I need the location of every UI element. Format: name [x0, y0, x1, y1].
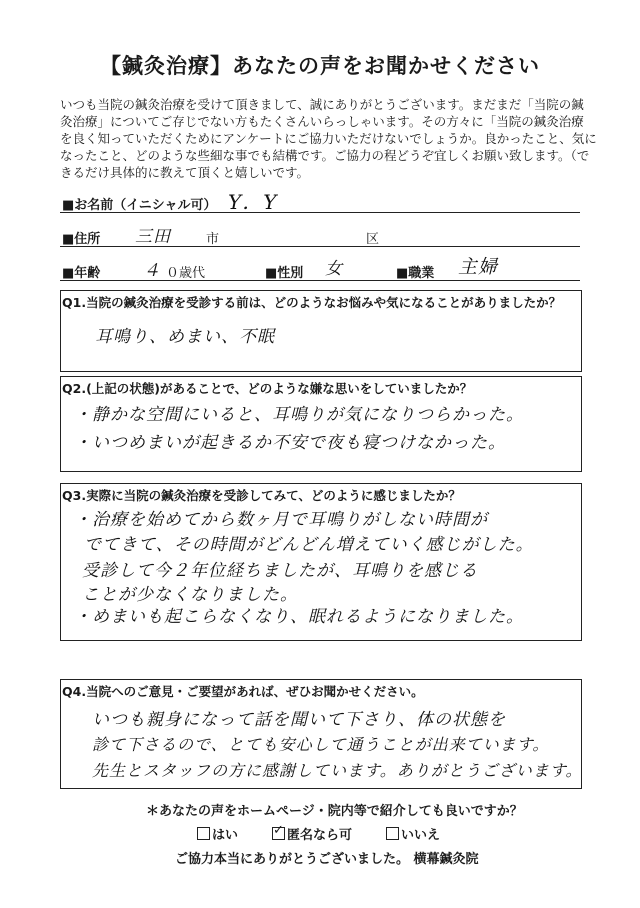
q3-answer-line: ・治療を始めてから数ヶ月で耳鳴りがしない時間が: [74, 510, 488, 530]
intro-line: いつも当院の鍼灸治療を受けて頂きまして、誠にありがとうございます。まだまだ「当院の鍼: [60, 97, 584, 112]
q2-question: Q2.(上記の状態)があることで、どのような嫌な思いをしていましたか？: [62, 381, 473, 396]
age-suffix: ０歳代: [166, 266, 206, 281]
gender-value: 女: [325, 259, 343, 279]
q1-question: Q1.当院の鍼灸治療を受診する前は、どのようなお悩みや気になることがありましたか？: [62, 295, 562, 310]
q2-answer-line: ・静かな空間にいると、耳鳴りが気になりつらかった。: [74, 405, 524, 425]
q3-answer-line: でてきて、その時間がどんどん増えていく感じがした。: [84, 535, 534, 555]
address-city-value: 三田: [135, 227, 171, 247]
page-title: 【鍼灸治療】あなたの声をお聞かせください: [100, 54, 540, 78]
q2-answer-line: ・いつめまいが起きるか不安で夜も寝つけなかった。: [74, 433, 506, 453]
address-city-suffix: 市: [206, 232, 220, 247]
checkbox-anonymous-checked[interactable]: [272, 827, 285, 840]
age-row-underline: [60, 280, 580, 281]
q3-answer-line: ことが少なくなりました。: [82, 585, 298, 605]
consent-option-anonymous[interactable]: [272, 824, 352, 843]
age-value: ４: [143, 261, 161, 281]
q3-question: Q3.実際に当院の鍼灸治療を受診してみて、どのように感じましたか？: [62, 488, 461, 503]
address-label: ■住所: [62, 232, 101, 247]
job-value: 主婦: [458, 256, 499, 278]
name-label: ■お名前（イニシャル可）: [62, 198, 217, 213]
job-label: ■職業: [396, 266, 435, 281]
address-underline: [60, 246, 580, 247]
name-underline: [60, 212, 580, 213]
q4-answer-line: 先生とスタッフの方に感謝しています。ありがとうございます。: [92, 761, 583, 780]
q4-answer-line: いつも親身になって話を聞いて下さり、体の状態を: [92, 710, 506, 730]
option-no-label: いいえ: [401, 828, 441, 843]
intro-text: [60, 96, 597, 181]
intro-line: なったこと、どのような些細な事でも結構です。ご協力の程どうぞ宜しくお願い致します。（で: [60, 148, 590, 163]
checkbox-no[interactable]: [386, 827, 399, 840]
intro-line: 灸治療」についてご存じでない方もたくさんいらっしゃいます。その方々に「当院の鍼灸治療: [60, 114, 584, 129]
gender-label: ■性別: [265, 266, 304, 281]
consent-option-no[interactable]: [386, 824, 440, 843]
q1-answer-line: 耳鳴り、めまい、不眠: [95, 327, 275, 347]
q3-answer-line: ・めまいも起こらなくなり、眠れるようになりました。: [74, 607, 524, 627]
option-yes-label: はい: [212, 828, 239, 843]
consent-option-yes[interactable]: [197, 824, 238, 843]
thanks-message: ご協力本当にありがとうございました。 横幕鍼灸院: [175, 852, 479, 867]
intro-line: きるだけ具体的に教えて頂くと嬉しいです。: [60, 165, 310, 180]
q3-answer-line: 受診して今２年位経ちましたが、耳鳴りを感じる: [82, 561, 478, 581]
consent-question: ＊あなたの声をホームページ・院内等で紹介しても良いですか？: [146, 804, 523, 819]
q4-answer-line: 診て下さるので、とても安心して通うことが出来ています。: [92, 735, 550, 754]
age-label: ■年齢: [62, 266, 101, 281]
option-anon-label: 匿名なら可: [287, 828, 353, 843]
q4-question: Q4.当院へのご意見・ご要望があれば、ぜひお聞かせください。: [62, 684, 424, 699]
name-value: Y．Y: [228, 190, 278, 214]
checkbox-yes[interactable]: [197, 827, 210, 840]
address-ward-suffix: 区: [366, 232, 380, 247]
intro-line: を良く知っていただくためにアンケートにご協力いただけないでしょうか。良かったこと、気に: [60, 131, 597, 146]
